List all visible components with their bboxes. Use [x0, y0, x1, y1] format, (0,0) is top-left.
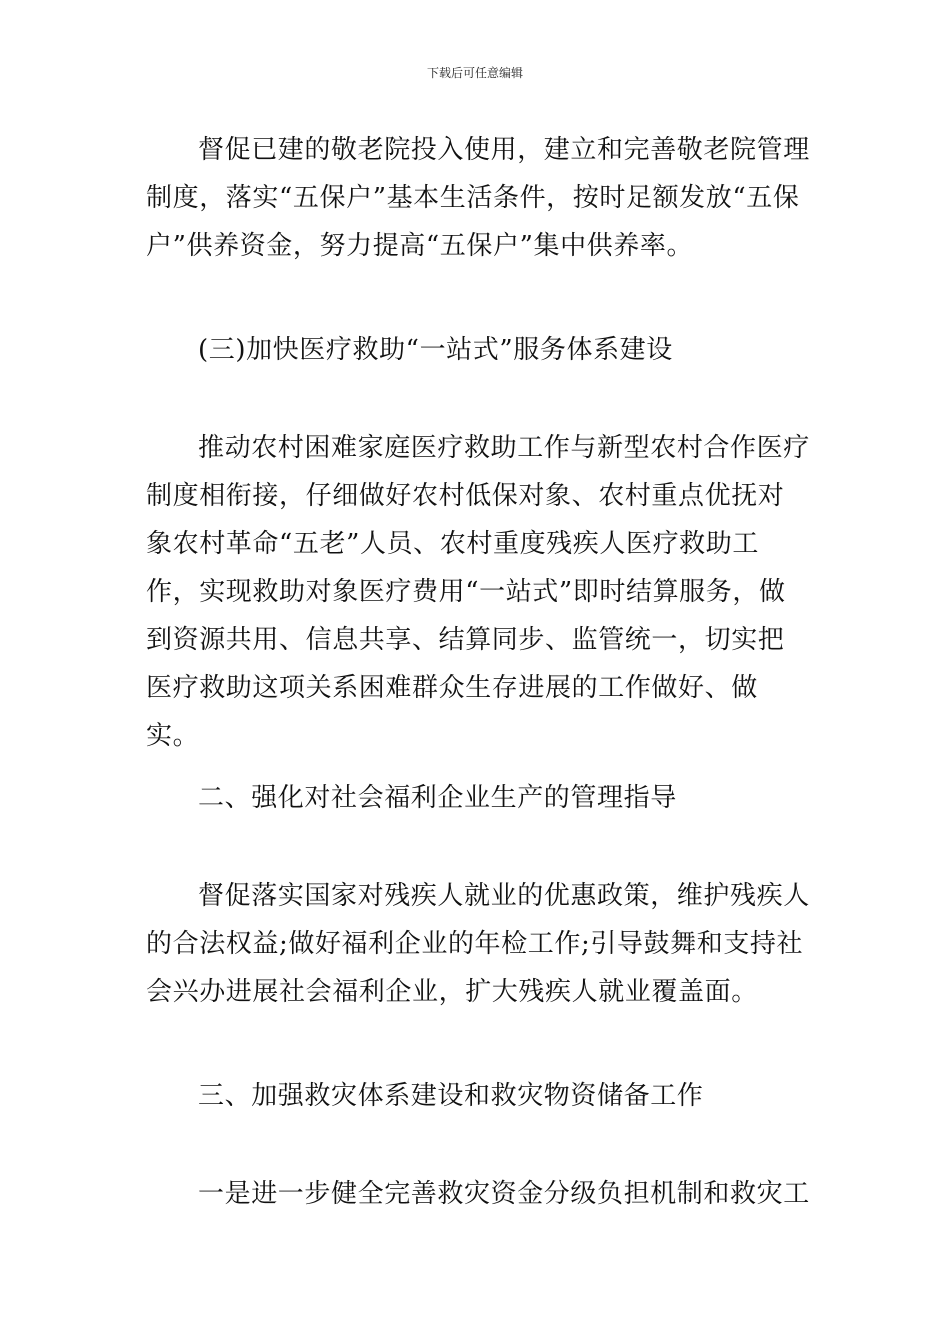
section-heading-welfare-enterprise: 二、强化对社会福利企业生产的管理指导 — [198, 783, 677, 813]
section-heading-disaster-relief: 三、加强救灾体系建设和救灾物资储备工作 — [198, 1081, 704, 1111]
paragraph-welfare-enterprise: 督促落实国家对残疾人就业的优惠政策，维护残疾人的合法权益;做好福利企业的年检工作;引导鼓舞和支持社会兴办进展社会福利企业，扩大残疾人就业覆盖面。 — [146, 881, 810, 1007]
section-heading-medical-aid: (三)加快医疗救助“一站式”服务体系建设 — [198, 335, 673, 365]
paragraph-medical-aid: 推动农村困难家庭医疗救助工作与新型农村合作医疗制度相衔接，仔细做好农村低保对象、农村重点优抚对象农村革命“五老”人员、农村重度残疾人医疗救助工作，实现救助对象医疗费用“一站式”即时结算服务，做到资源共用、信息共享、结算同步、监管统一，切实把医疗救助这项关系困难群众生存进展的工作做好、做实。 — [146, 433, 810, 751]
paragraph-disaster-relief: 一是进一步健全完善救灾资金分级负担机制和救灾工 — [198, 1179, 810, 1209]
paragraph-nursing-home: 督促已建的敬老院投入使用，建立和完善敬老院管理制度，落实“五保户”基本生活条件，按时足额发放“五保户”供养资金，努力提高“五保户”集中供养率。 — [146, 135, 810, 261]
page-header: 下载后可任意编辑 — [426, 66, 523, 80]
